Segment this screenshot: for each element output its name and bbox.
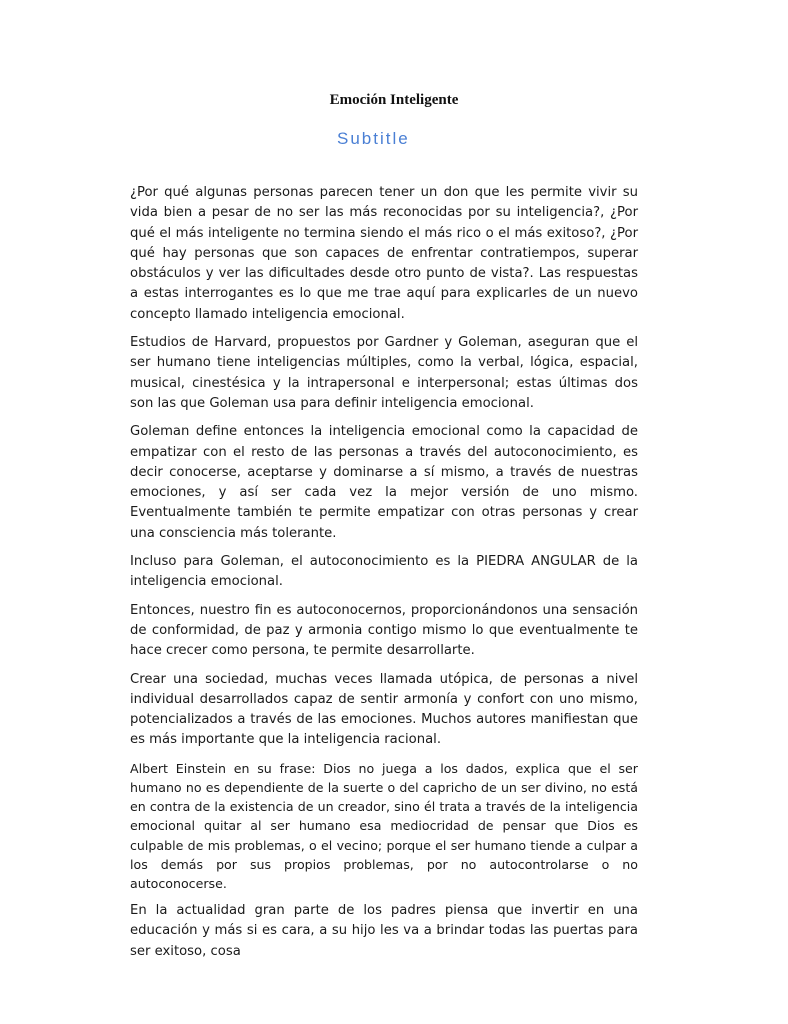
paragraph-7: Albert Einstein en su frase: Dios no juega a los dados, explica que el ser humano no es dependiente de la suerte o del capricho de un ser divino, no está en contra de la existencia de un creador, sino él trata a través de la inteligencia emocional quitar al ser humano esa mediocridad de pensar que Dios es culpable de mis problemas, o el vecino; porque el ser humano tiende a culpar a los demás por sus propios problemas, por no autocontrolarse o no autoconocerse.	[130, 760, 638, 891]
paragraph-4: Incluso para Goleman, el autoconocimiento es la PIEDRA ANGULAR de la inteligencia emocional.	[130, 554, 638, 590]
paragraph-5: Entonces, nuestro fin es autoconocernos, proporcionándonos una sensación de conformidad, de paz y armonia contigo mismo lo que eventualmente te hace crecer como persona, te permite desarrollarte.	[130, 602, 638, 659]
document-body	[130, 183, 638, 970]
paragraph-8: En la actualidad gran parte de los padres piensa que invertir en una educación y más si es cara, a su hijo les va a brindar todas las puertas para ser exitoso, cosa	[130, 903, 638, 959]
paragraph-2: Estudios de Harvard, propuestos por Gardner y Goleman, aseguran que el ser humano tiene inteligencias múltiples, como la verbal, lógica, espacial, musical, cinestésica y la intrapersonal e interpersonal; estas últimas dos son las que Goleman usa para definir inteligencia emocional.	[130, 335, 638, 411]
clipped-subheading-text: Subtitle	[337, 129, 410, 148]
clipped-subheading	[337, 129, 433, 148]
paragraph-6: Crear una sociedad, muchas veces llamada utópica, de personas a nivel individual desarrollados capaz de sentir armonía y confort con uno mismo, potencializados a través de las emociones. Muchos autores manifiestan que es más importante que la inteligencia racional.	[130, 671, 638, 748]
paragraph-3: Goleman define entonces la inteligencia emocional como la capacidad de empatizar con el resto de las personas a través del autoconocimiento, es decir conocerse, aceptarse y dominarse a sí mismo, a través de nuestras emociones, y así ser cada vez la mejor versión de uno mismo. Eventualmente también te permite empatizar con otras personas y crear una consciencia más tolerante.	[130, 424, 638, 541]
document-title: Emoción Inteligente	[329, 92, 459, 108]
paragraph-1: ¿Por qué algunas personas parecen tener un don que les permite vivir su vida bien a pesar de no ser las más reconocidas por su inteligencia?, ¿Por qué el más inteligente no termina siendo el más rico o el más exitoso?, ¿Por qué hay personas que son capaces de enfrentar contratiempos, superar obstáculos y ver las dificultades desde otro punto de vista?. Las respuestas a estas interrogantes es lo que me trae aquí para explicarles de un nuevo concepto llamado inteligencia emocional.	[130, 185, 638, 322]
